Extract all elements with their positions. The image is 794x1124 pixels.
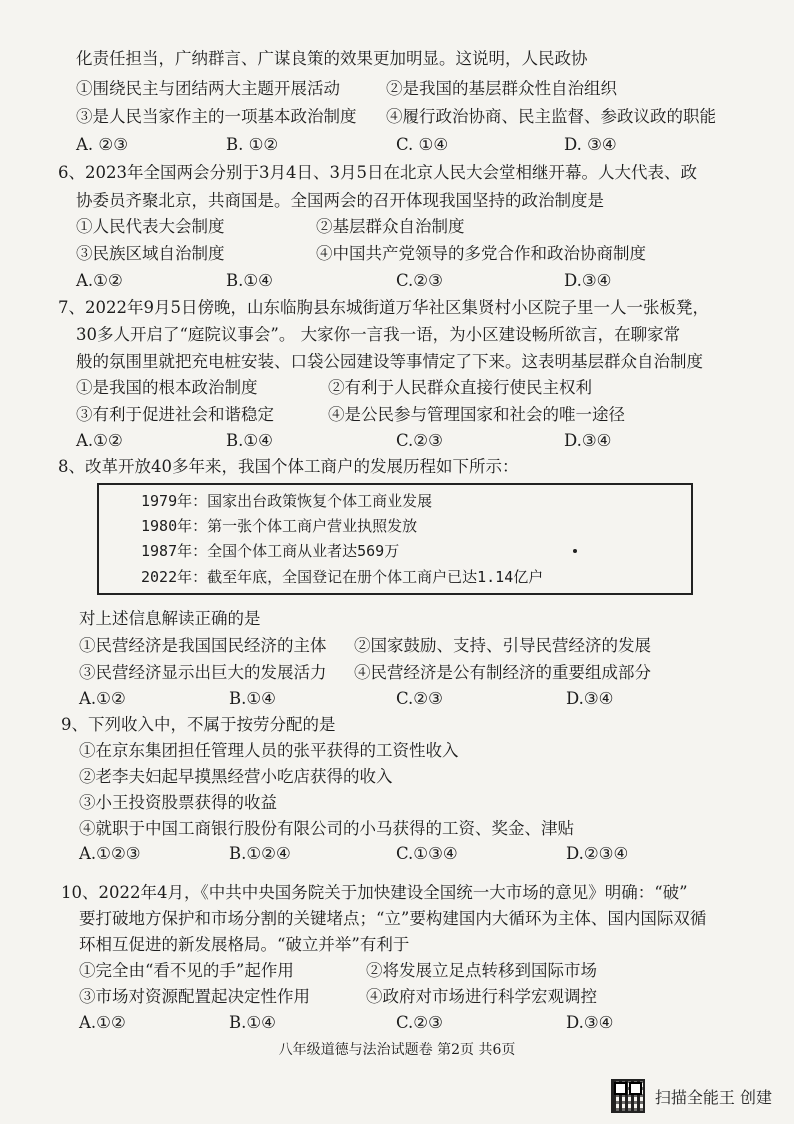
scanner-watermark — [611, 1078, 772, 1114]
q5-choice-b: B. ①② — [226, 135, 279, 154]
q10-item-1: ①完全由“看不见的手”起作用 — [79, 961, 294, 980]
q10-choice-a: A.①② — [79, 1013, 126, 1032]
q6-item-2: ②基层群众自治制度 — [316, 217, 465, 236]
q5-stem-end: 化责任担当，广纳群言、广谋良策的效果更加明显。这说明，人民政协 — [76, 49, 588, 68]
q6-choice-d: D.③④ — [564, 271, 612, 290]
timeline-item-1987: 1987年：全国个体工商从业者达569万 — [141, 542, 400, 560]
q9-choice-b: B.①②④ — [229, 844, 291, 863]
q8-item-1: ①民营经济是我国国民经济的主体 — [79, 636, 327, 655]
q8-choice-c: C.②③ — [396, 689, 443, 708]
q6-stem-line-2: 协委员齐聚北京，共商国是。全国两会的召开体现我国坚持的政治制度是 — [76, 191, 604, 210]
q8-choice-d: D.③④ — [566, 689, 614, 708]
timeline-item-2022: 2022年：截至年底，全国登记在册个体工商户已达1.14亿户 — [141, 568, 544, 586]
q10-stem-line-1: 10、2022年4月，《中共中央国务院关于加快建设全国统一大市场的意见》明确：“破” — [61, 883, 688, 902]
q8-item-4: ④民营经济是公有制经济的重要组成部分 — [354, 663, 651, 682]
q7-item-1: ①是我国的根本政治制度 — [76, 378, 258, 397]
q7-item-2: ②有利于人民群众直接行使民主权利 — [328, 378, 592, 397]
q7-choice-d: D.③④ — [564, 431, 612, 450]
q5-choice-a: A. ②③ — [76, 135, 128, 154]
q8-item-2: ②国家鼓励、支持、引导民营经济的发展 — [354, 636, 651, 655]
q7-choice-c: C.②③ — [396, 431, 443, 450]
q9-item-3: ③小王投资股票获得的收益 — [79, 793, 277, 812]
timeline-item-1980: 1980年：第一张个体工商户营业执照发放 — [141, 517, 418, 535]
q9-item-2: ②老李夫妇起早摸黑经营小吃店获得的收入 — [79, 767, 393, 786]
q10-stem-line-3: 环相互促进的新发展格局。“破立并举”有利于 — [79, 935, 410, 954]
q10-item-2: ②将发展立足点转移到国际市场 — [366, 961, 597, 980]
q6-item-1: ①人民代表大会制度 — [76, 217, 225, 236]
page-footer: 八年级道德与法治试题卷 第2页 共6页 — [278, 1042, 516, 1058]
q5-item-4: ④履行政治协商、民主监督、参政议政的职能 — [386, 107, 716, 126]
q5-choice-c: C. ①④ — [396, 135, 449, 154]
q10-item-3: ③市场对资源配置起决定性作用 — [79, 987, 310, 1006]
timeline-box — [97, 483, 693, 595]
timeline-item-1979: 1979年：国家出台政策恢复个体工商业发展 — [141, 492, 433, 510]
q7-choice-b: B.①④ — [226, 431, 273, 450]
q5-item-3: ③是人民当家作主的一项基本政治制度 — [76, 107, 357, 126]
q6-stem-line-1: 6、2023年全国两会分别于3月4日、3月5日在北京人民大会堂相继开幕。人大代表、政 — [58, 163, 697, 182]
q7-stem-line-1: 7、2022年9月5日傍晚，山东临朐县东城街道万华社区集贤村小区院子里一人一张板凳， — [58, 298, 709, 317]
q10-choice-d: D.③④ — [566, 1013, 614, 1032]
q9-item-1: ①在京东集团担任管理人员的张平获得的工资性收入 — [79, 741, 459, 760]
scan-speck — [573, 549, 577, 553]
qr-code-icon — [611, 1079, 645, 1113]
q8-choice-a: A.①② — [79, 689, 126, 708]
q9-choice-c: C.①③④ — [396, 844, 458, 863]
q6-choice-a: A.①② — [76, 271, 123, 290]
q7-stem-line-2: 30多人开启了“庭院议事会”。 大家你一言我一语，为小区建设畅所欲言，在聊家常 — [76, 325, 681, 344]
q10-choice-c: C.②③ — [396, 1013, 443, 1032]
q7-stem-line-3: 般的氛围里就把充电桩安装、口袋公园建设等事情定了下来。这表明基层群众自治制度 — [76, 352, 703, 371]
q5-choice-d: D. ③④ — [564, 135, 617, 154]
q9-item-4: ④就职于中国工商银行股份有限公司的小马获得的工资、奖金、津贴 — [79, 819, 574, 838]
q10-stem-line-2: 要打破地方保护和市场分割的关键堵点；“立”要构建国内大循环为主体、国内国际双循 — [79, 909, 707, 928]
q9-choice-d: D.②③④ — [566, 844, 629, 863]
q8-prompt: 对上述信息解读正确的是 — [79, 609, 261, 628]
q5-item-2: ②是我国的基层群众性自治组织 — [386, 79, 617, 98]
q7-item-3: ③有利于促进社会和谐稳定 — [76, 405, 274, 424]
q6-choice-b: B.①④ — [226, 271, 273, 290]
q8-stem: 8、改革开放40多年来，我国个体工商户的发展历程如下所示： — [58, 457, 519, 476]
q7-choice-a: A.①② — [76, 431, 123, 450]
q10-choice-b: B.①④ — [229, 1013, 276, 1032]
q6-choice-c: C.②③ — [396, 271, 443, 290]
q8-choice-b: B.①④ — [229, 689, 276, 708]
q9-stem: 9、下列收入中，不属于按劳分配的是 — [61, 715, 336, 734]
watermark-text: 扫描全能王 创建 — [654, 1087, 772, 1107]
q7-item-4: ④是公民参与管理国家和社会的唯一途径 — [328, 405, 625, 424]
q5-item-1: ①围绕民主与团结两大主题开展活动 — [76, 79, 340, 98]
q6-item-3: ③民族区域自治制度 — [76, 244, 225, 263]
q8-item-3: ③民营经济显示出巨大的发展活力 — [79, 663, 327, 682]
q10-item-4: ④政府对市场进行科学宏观调控 — [366, 987, 597, 1006]
q6-item-4: ④中国共产党领导的多党合作和政治协商制度 — [316, 244, 646, 263]
q9-choice-a: A.①②③ — [79, 844, 141, 863]
